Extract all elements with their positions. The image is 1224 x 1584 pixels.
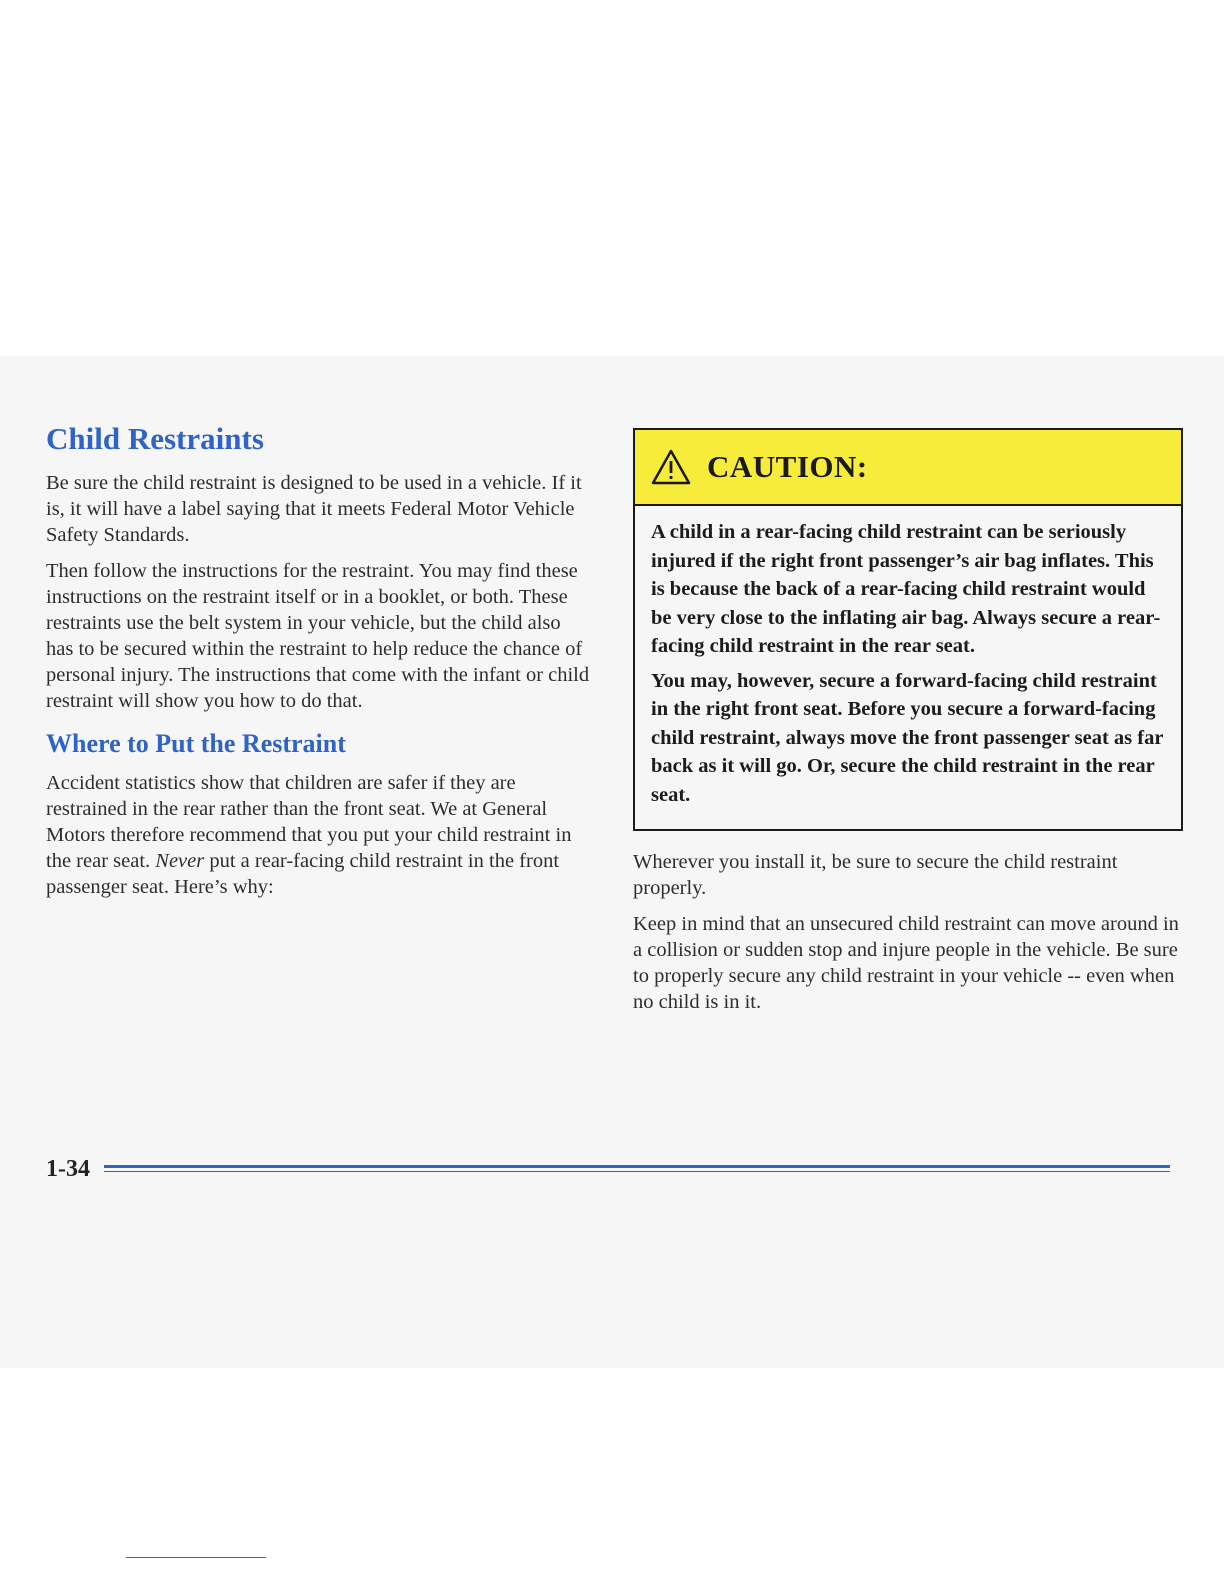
body-paragraph: Keep in mind that an unsecured child restraint can move around in a collision or sudden stop and injure people in the vehicle. Be sure to properly secure any child restraint in your vehicle -- even when no child is in it. [633, 913, 1179, 1013]
caution-paragraph: A child in a rear-facing child restraint can be seriously injured if the right front passenger’s air bag inflates. This is because the back of a rear-facing child restraint would be very close to the inflating air bag. Always secure a rear-facing child restraint in the rear seat. [651, 521, 1161, 657]
where-text-start: Accident statistics show that children are safer if they are restrained in the rear rather than the front seat. We at General Motors therefore recommend that you put your child restraint in the rear seat. [46, 772, 572, 872]
page-footer [46, 1152, 1171, 1192]
left-column [46, 420, 591, 910]
subsection-title: Where to Put the Restraint [46, 729, 346, 758]
right-column [633, 428, 1185, 1025]
warning-triangle-icon [651, 449, 691, 485]
caution-header [635, 430, 1181, 506]
section-title: Child Restraints [46, 421, 264, 456]
caution-body [635, 506, 1181, 829]
divider [126, 1557, 266, 1558]
caution-label: CAUTION: [707, 449, 868, 484]
body-paragraph: Be sure the child restraint is designed to be used in a vehicle. If it is, it will have a label saying that it meets Federal Motor Vehicle Safety Standards. [46, 472, 582, 546]
where-paragraph [46, 770, 591, 900]
emphasis-never: Never [155, 850, 205, 872]
body-paragraph: Then follow the instructions for the restraint. You may find these instructions on the restraint itself or in a booklet, or both. These restraints use the belt system in your vehicle, but the child also has to be secured within the restraint to help reduce the chance of personal injury. The instructions that come with the infant or child restraint will show you how to do that. [46, 560, 590, 712]
page-number: 1-34 [46, 1156, 90, 1182]
where-text-end: put a rear-facing child restraint in the front passenger seat. Here’s why: [46, 850, 560, 898]
body-paragraph: Wherever you install it, be sure to secure the child restraint properly. [633, 851, 1118, 899]
caution-paragraph: You may, however, secure a forward-facing child restraint in the right front seat. Before you secure a forward-facing child restraint, always move the front passenger seat as far back as it will go. Or, secure the child restraint in the rear seat. [651, 669, 1164, 806]
footer-rule [104, 1165, 1170, 1168]
caution-box [633, 428, 1183, 831]
footer-rule-thin [104, 1171, 1170, 1172]
